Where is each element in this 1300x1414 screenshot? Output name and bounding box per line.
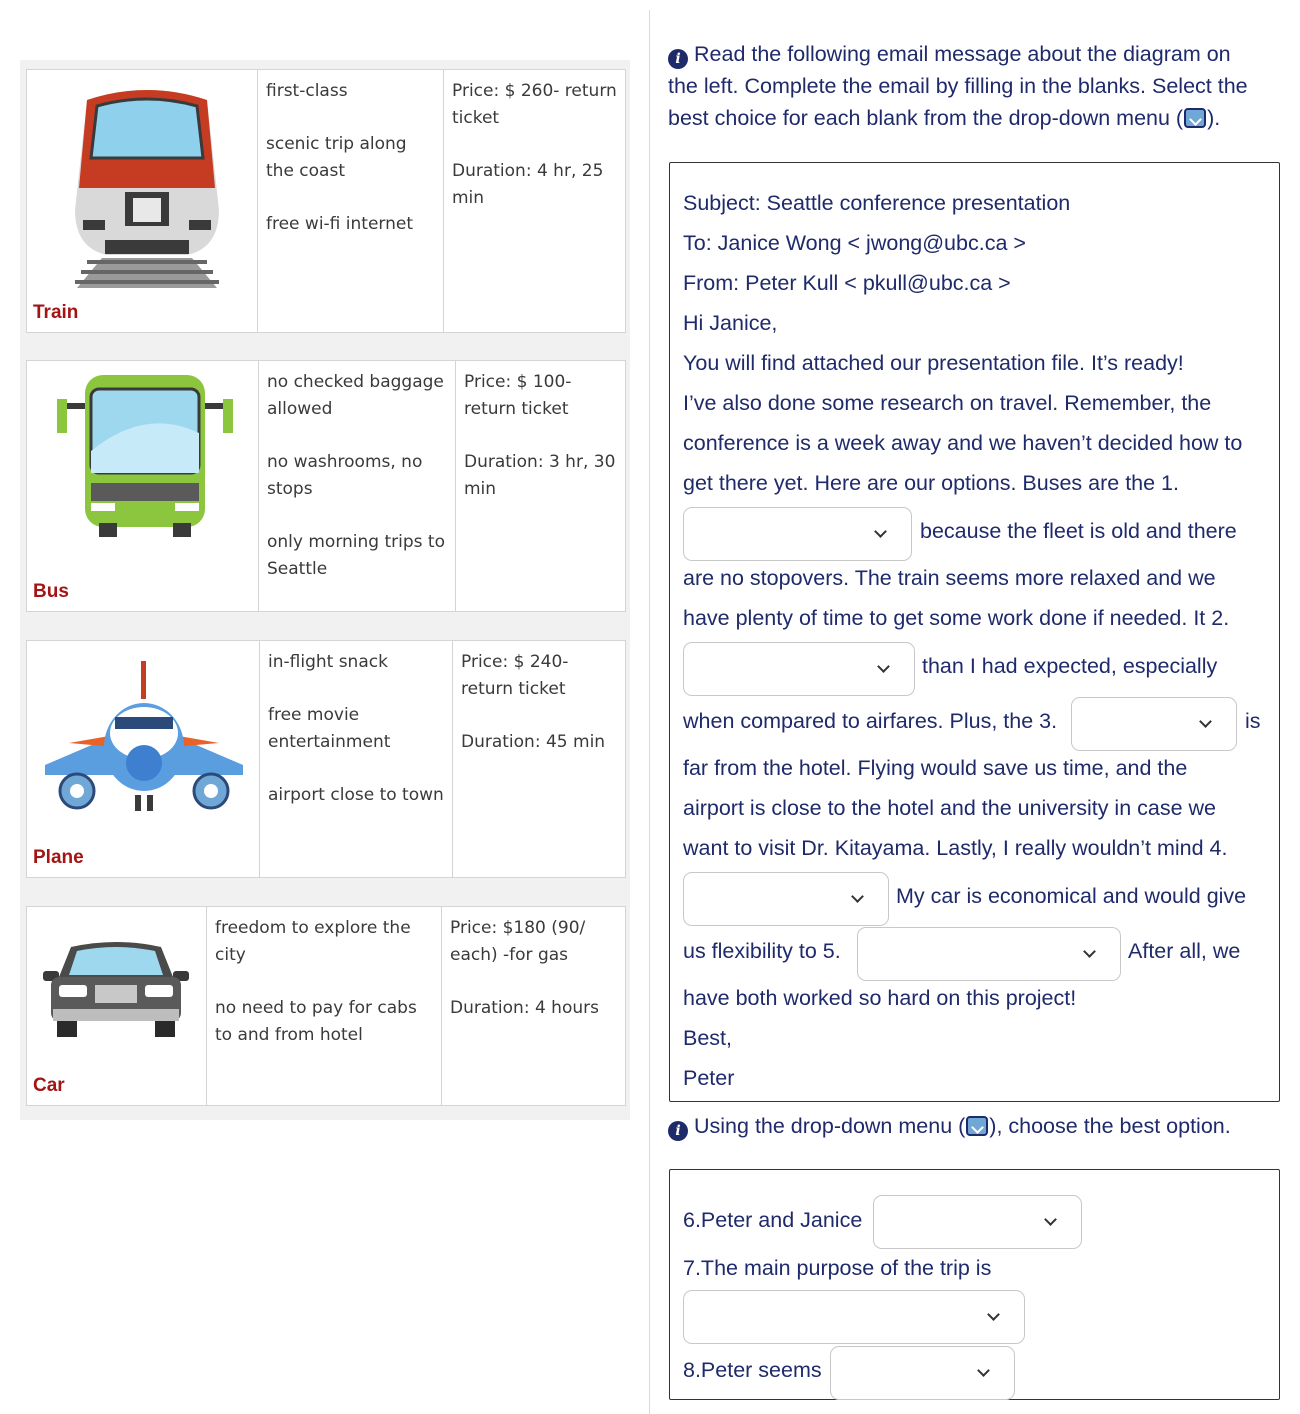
email-to: To: Janice Wong < jwong@ubc.ca > xyxy=(683,231,1026,255)
info-icon: i xyxy=(668,1121,688,1141)
vehicle-label-plane: Plane xyxy=(33,847,84,868)
blank-3-dropdown[interactable] xyxy=(1071,697,1237,751)
chevron-down-icon xyxy=(977,1364,990,1377)
bus-features xyxy=(259,361,456,611)
vehicle-label-train: Train xyxy=(33,302,79,323)
email-line-2: I’ve also done some research on travel. Remember, the xyxy=(683,391,1212,415)
plane-price-duration xyxy=(453,641,627,877)
email-line-15: have both worked so hard on this project! xyxy=(683,986,1077,1010)
bus-duration: Duration: 3 hr, 30 min xyxy=(464,452,616,499)
instruction-line-3 xyxy=(668,102,1280,134)
car-features xyxy=(207,907,442,1105)
bus-feature-2: no washrooms, no stops xyxy=(267,452,423,499)
bus-price-duration xyxy=(456,361,627,611)
question-6-dropdown[interactable] xyxy=(873,1195,1082,1249)
instruction-text-2: the left. Complete the email by filling in the blanks. Select the xyxy=(668,74,1248,98)
questions-instructions xyxy=(668,1110,1280,1142)
email-instructions xyxy=(668,38,1280,134)
chevron-down-icon xyxy=(877,660,890,673)
email-from: From: Peter Kull < pkull@ubc.ca > xyxy=(683,271,1011,295)
panel-divider xyxy=(649,10,650,1414)
bus-price: Price: $ 100- return ticket xyxy=(464,372,572,419)
car-duration: Duration: 4 hours xyxy=(450,998,599,1018)
question-8-label: 8.Peter seems xyxy=(683,1358,822,1382)
bus-feature-1: no checked baggage allowed xyxy=(267,372,444,419)
train-feature-3: free wi-fi internet xyxy=(266,214,414,234)
train-feature-1: first-class xyxy=(266,81,348,101)
bus-icon xyxy=(51,371,241,541)
plane-feature-3: airport close to town xyxy=(268,785,444,805)
questions-instruction-b: ), choose the best option. xyxy=(989,1114,1231,1138)
plane-option-card xyxy=(26,640,626,878)
plane-feature-1: in-flight snack xyxy=(268,652,388,672)
email-signoff: Best, xyxy=(683,1026,732,1050)
car-icon xyxy=(41,937,191,1047)
email-line-13: My car is economical and would give xyxy=(896,884,1247,908)
email-line-5: because the fleet is old and there xyxy=(920,519,1237,543)
instruction-text-3b: ). xyxy=(1207,106,1221,130)
email-line-10: far from the hotel. Flying would save us time, and the xyxy=(683,756,1188,780)
blank-5-dropdown[interactable] xyxy=(857,927,1121,981)
email-line-1: You will find attached our presentation file. It’s ready! xyxy=(683,351,1184,375)
email-line-4: get there yet. Here are our options. Buses are the 1. xyxy=(683,471,1179,495)
car-feature-2: no need to pay for cabs to and from hotel xyxy=(215,998,417,1045)
email-line-9b: is xyxy=(1245,709,1261,733)
question-8-dropdown[interactable] xyxy=(830,1346,1015,1400)
email-line-14b: After all, we xyxy=(1128,939,1241,963)
blank-2-dropdown[interactable] xyxy=(683,642,915,696)
dropdown-menu-icon xyxy=(1184,108,1206,128)
bus-option-card xyxy=(26,360,626,612)
plane-feature-2: free movie entertainment xyxy=(268,705,391,752)
question-7-label: 7.The main purpose of the trip is xyxy=(683,1256,992,1280)
chevron-down-icon xyxy=(874,525,887,538)
email-line-12: want to visit Dr. Kitayama. Lastly, I really wouldn’t mind 4. xyxy=(683,836,1228,860)
email-line-6: are no stopovers. The train seems more relaxed and we xyxy=(683,566,1216,590)
blank-1-dropdown[interactable] xyxy=(683,507,912,561)
email-line-7: have plenty of time to get some work done if needed. It 2. xyxy=(683,606,1230,630)
plane-duration: Duration: 45 min xyxy=(461,732,606,752)
vehicle-label-bus: Bus xyxy=(33,581,69,602)
car-image-cell xyxy=(27,907,207,1105)
info-icon: i xyxy=(668,49,688,69)
chevron-down-icon xyxy=(987,1308,1000,1321)
instruction-text-1: Read the following email message about the diagram on xyxy=(694,42,1231,66)
email-subject: Subject: Seattle conference presentation xyxy=(683,191,1071,215)
questions-instruction-line xyxy=(668,1110,1280,1142)
instruction-line-2 xyxy=(668,70,1280,102)
train-duration: Duration: 4 hr, 25 min xyxy=(452,161,604,208)
vehicle-label-car: Car xyxy=(33,1075,65,1096)
email-line-9a: when compared to airfares. Plus, the 3. xyxy=(683,709,1058,733)
car-price: Price: $180 (90/ each) -for gas xyxy=(450,918,586,965)
plane-icon xyxy=(39,655,249,825)
train-price: Price: $ 260- return ticket xyxy=(452,81,617,128)
plane-price: Price: $ 240- return ticket xyxy=(461,652,569,699)
plane-image-cell xyxy=(27,641,260,877)
email-line-14a: us flexibility to 5. xyxy=(683,939,841,963)
bus-image-cell xyxy=(27,361,259,611)
chevron-down-icon xyxy=(1044,1213,1057,1226)
plane-features xyxy=(260,641,453,877)
train-icon xyxy=(47,80,247,290)
chevron-down-icon xyxy=(1199,715,1212,728)
instruction-text-3a: best choice for each blank from the drop-down menu ( xyxy=(668,106,1184,130)
questions-box xyxy=(669,1169,1280,1400)
chevron-down-icon xyxy=(851,890,864,903)
email-line-3: conference is a week away and we haven’t decided how to xyxy=(683,431,1243,455)
dropdown-menu-icon xyxy=(966,1116,988,1136)
email-greeting: Hi Janice, xyxy=(683,311,778,335)
question-6-label: 6.Peter and Janice xyxy=(683,1208,863,1232)
email-line-11: airport is close to the hotel and the university in case we xyxy=(683,796,1217,820)
chevron-down-icon xyxy=(1083,945,1096,958)
question-7-dropdown[interactable] xyxy=(683,1290,1025,1344)
transport-options-panel xyxy=(20,60,630,1120)
blank-4-dropdown[interactable] xyxy=(683,872,889,926)
train-image-cell xyxy=(27,70,258,332)
bus-feature-3: only morning trips to Seattle xyxy=(267,532,445,579)
car-price-duration xyxy=(442,907,627,1105)
train-price-duration xyxy=(444,70,627,332)
questions-instruction-a: Using the drop-down menu ( xyxy=(694,1114,966,1138)
email-signature: Peter xyxy=(683,1066,735,1090)
train-features xyxy=(258,70,444,332)
train-feature-2: scenic trip along the coast xyxy=(266,134,407,181)
train-option-card xyxy=(26,69,626,333)
email-line-8: than I had expected, especially xyxy=(922,654,1218,678)
car-feature-1: freedom to explore the city xyxy=(215,918,411,965)
car-option-card xyxy=(26,906,626,1106)
email-box xyxy=(669,162,1280,1102)
instruction-line-1 xyxy=(668,38,1280,70)
